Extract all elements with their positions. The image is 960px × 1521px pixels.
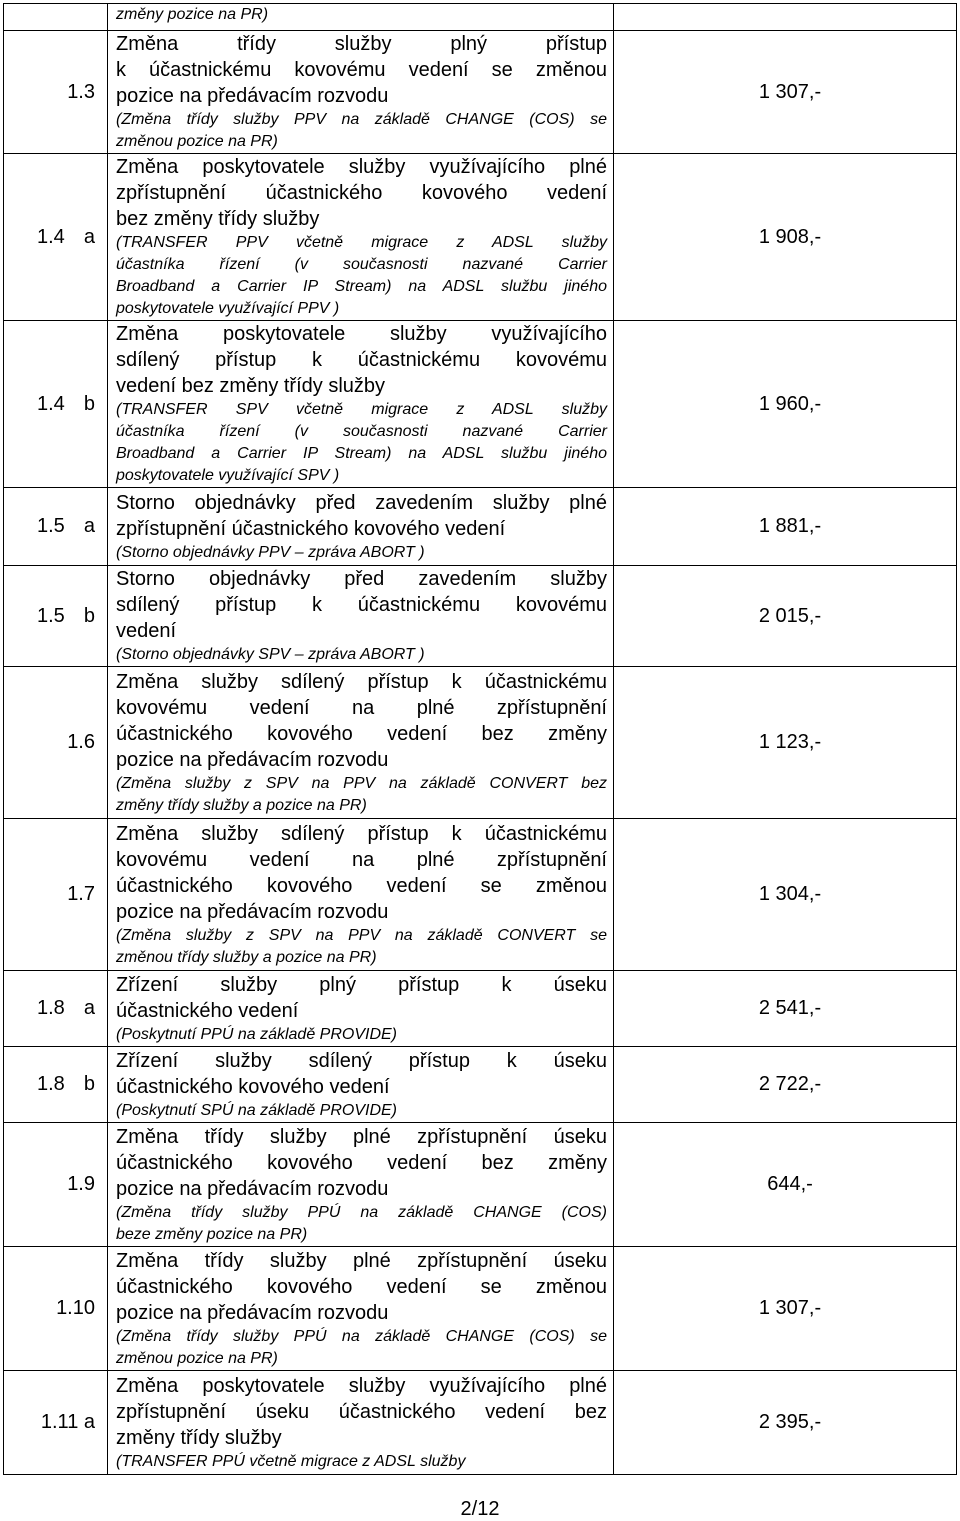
item-number: 1.4 a xyxy=(4,154,108,321)
service-note-line: (Změna třídy služby PPÚ na základě CHANGE (COS) xyxy=(116,1203,607,1221)
item-description xyxy=(108,488,614,566)
item-price: 1 881,- xyxy=(614,488,957,566)
item-price: 1 908,- xyxy=(614,154,957,321)
item-description xyxy=(108,566,614,667)
service-name-line: účastnického kovového vedení se změnou xyxy=(116,874,607,897)
service-name-line: Změna služby sdílený přístup k účastnickému xyxy=(116,822,607,845)
service-name-line: zpřístupnění účastnického kovového vedení xyxy=(116,182,607,204)
service-note-line: účastníka řízení (v současnosti nazvané Carrier xyxy=(116,423,607,440)
table-row xyxy=(4,1247,957,1371)
service-name-line: změny třídy služby xyxy=(116,1426,282,1449)
item-number: 1.8 b xyxy=(4,1047,108,1123)
item-price: 1 960,- xyxy=(614,321,957,488)
price-list-body xyxy=(4,4,957,1475)
item-price: 1 307,- xyxy=(614,1247,957,1371)
service-note-line: účastníka řízení (v současnosti nazvané Carrier xyxy=(116,256,607,273)
item-number: 1.10 xyxy=(4,1247,108,1371)
service-name-line: Změna třídy služby plné zpřístupnění úseku xyxy=(116,1249,607,1272)
service-note-line: (Storno objednávky PPV – zpráva ABORT ) xyxy=(116,543,425,561)
item-description xyxy=(108,1371,614,1475)
item-description xyxy=(108,1123,614,1247)
service-note-line: (TRANSFER PPÚ včetně migrace z ADSL služby xyxy=(116,1452,466,1470)
item-description xyxy=(108,4,614,31)
item-number: 1.6 xyxy=(4,667,108,819)
service-name-line: účastnického kovového vedení bez změny xyxy=(116,1151,607,1174)
service-name-line: Zřízení služby plný přístup k úseku xyxy=(116,973,607,996)
item-number: 1.8 a xyxy=(4,971,108,1047)
service-name-line: sdílený přístup k účastnickému kovovému xyxy=(116,349,607,371)
item-number: 1.7 xyxy=(4,819,108,971)
table-row xyxy=(4,667,957,819)
table-row xyxy=(4,1371,957,1475)
table-row xyxy=(4,819,957,971)
service-name-line: zpřístupnění úseku účastnického vedení bez xyxy=(116,1400,607,1423)
service-name-line: pozice na předávacím rozvodu xyxy=(116,748,389,771)
table-row xyxy=(4,1047,957,1123)
service-note-line: (Poskytnutí PPÚ na základě PROVIDE) xyxy=(116,1025,397,1043)
item-price: 1 123,- xyxy=(614,667,957,819)
service-note-line: Broadband a Carrier IP Stream) na ADSL službu jiného xyxy=(116,278,607,295)
service-name-line: pozice na předávacím rozvodu xyxy=(116,900,389,923)
item-price: 644,- xyxy=(614,1123,957,1247)
item-number: 1.3 xyxy=(4,31,108,154)
table-row xyxy=(4,971,957,1047)
service-note-line: (Změna třídy služby PPÚ na základě CHANGE (COS) se xyxy=(116,1327,607,1345)
item-price xyxy=(614,4,957,31)
item-price: 2 015,- xyxy=(614,566,957,667)
item-description xyxy=(108,1247,614,1371)
service-name-line: účastnického vedení xyxy=(116,999,299,1022)
item-number: 1.9 xyxy=(4,1123,108,1247)
service-name-line: kovovému vedení na plné zpřístupnění xyxy=(116,696,607,719)
table-row xyxy=(4,4,957,31)
service-note-line: změnou třídy služby a pozice na PR) xyxy=(116,948,377,966)
service-note-line: (Změna služby z SPV na PPV na základě CONVERT bez xyxy=(116,774,607,792)
service-note-line: (Změna služby z SPV na PPV na základě CONVERT se xyxy=(116,926,607,944)
service-name-line: Storno objednávky před zavedením služby plné xyxy=(116,491,607,514)
item-description xyxy=(108,31,614,154)
service-note-line: (Storno objednávky SPV – zpráva ABORT ) xyxy=(116,646,425,663)
item-number xyxy=(4,4,108,31)
item-description xyxy=(108,819,614,971)
service-note-line: (TRANSFER PPV včetně migrace z ADSL služby xyxy=(116,234,607,251)
service-note-line: změny pozice na PR) xyxy=(116,6,269,23)
table-row xyxy=(4,488,957,566)
service-name-line: Změna třídy služby plný přístup xyxy=(116,33,607,55)
service-name-line: vedení xyxy=(116,620,177,642)
price-list-table xyxy=(3,3,957,1475)
service-name-line: Storno objednávky před zavedením služby xyxy=(116,568,607,590)
service-note-line: (Změna třídy služby PPV na základě CHANGE (COS) se xyxy=(116,111,607,128)
item-price: 1 304,- xyxy=(614,819,957,971)
service-name-line: zpřístupnění účastnického kovového vedení xyxy=(116,517,506,540)
service-name-line: Změna poskytovatele služby využívajícího plné xyxy=(116,156,607,178)
service-name-line: Změna třídy služby plné zpřístupnění úseku xyxy=(116,1125,607,1148)
table-row xyxy=(4,31,957,154)
page-number: 2/12 xyxy=(460,1498,500,1520)
item-price: 2 541,- xyxy=(614,971,957,1047)
service-name-line: Změna poskytovatele služby využívajícího plné xyxy=(116,1374,607,1397)
service-name-line: pozice na předávacím rozvodu xyxy=(116,1301,389,1324)
service-name-line: Zřízení služby sdílený přístup k úseku xyxy=(116,1049,607,1072)
table-row xyxy=(4,321,957,488)
service-name-line: Změna služby sdílený přístup k účastnickému xyxy=(116,670,607,693)
service-note-line: změny třídy služby a pozice na PR) xyxy=(116,796,367,814)
service-name-line: pozice na předávacím rozvodu xyxy=(116,1177,389,1200)
service-note-line: (TRANSFER SPV včetně migrace z ADSL služby xyxy=(116,401,607,418)
item-number: 1.5 a xyxy=(4,488,108,566)
service-name-line: Změna poskytovatele služby využívajícího xyxy=(116,323,607,345)
table-row xyxy=(4,1123,957,1247)
service-name-line: kovovému vedení na plné zpřístupnění xyxy=(116,848,607,871)
item-description xyxy=(108,321,614,488)
item-price: 2 722,- xyxy=(614,1047,957,1123)
service-note-line: beze změny pozice na PR) xyxy=(116,1225,308,1243)
item-number: 1.4 b xyxy=(4,321,108,488)
item-number: 1.11 a xyxy=(4,1371,108,1475)
service-note-line: poskytovatele využívající SPV ) xyxy=(116,467,340,484)
table-row xyxy=(4,566,957,667)
item-description xyxy=(108,971,614,1047)
item-description xyxy=(108,154,614,321)
service-name-line: sdílený přístup k účastnickému kovovému xyxy=(116,594,607,616)
item-description xyxy=(108,1047,614,1123)
service-note-line: (Poskytnutí SPÚ na základě PROVIDE) xyxy=(116,1101,397,1119)
table-row xyxy=(4,154,957,321)
service-note-line: změnou pozice na PR) xyxy=(116,1349,278,1367)
service-note-line: Broadband a Carrier IP Stream) na ADSL službu jiného xyxy=(116,445,607,462)
service-note-line: poskytovatele využívající PPV ) xyxy=(116,300,340,317)
service-name-line: pozice na předávacím rozvodu xyxy=(116,85,389,107)
service-note-line: změnou pozice na PR) xyxy=(116,133,278,150)
item-description xyxy=(108,667,614,819)
service-name-line: účastnického kovového vedení se změnou xyxy=(116,1275,607,1298)
service-name-line: účastnického kovového vedení xyxy=(116,1075,390,1098)
service-name-line: bez změny třídy služby xyxy=(116,208,320,230)
service-name-line: vedení bez změny třídy služby xyxy=(116,375,386,397)
service-name-line: k účastnickému kovovému vedení se změnou xyxy=(116,59,607,81)
item-price: 2 395,- xyxy=(614,1371,957,1475)
item-price: 1 307,- xyxy=(614,31,957,154)
item-number: 1.5 b xyxy=(4,566,108,667)
service-name-line: účastnického kovového vedení bez změny xyxy=(116,722,607,745)
